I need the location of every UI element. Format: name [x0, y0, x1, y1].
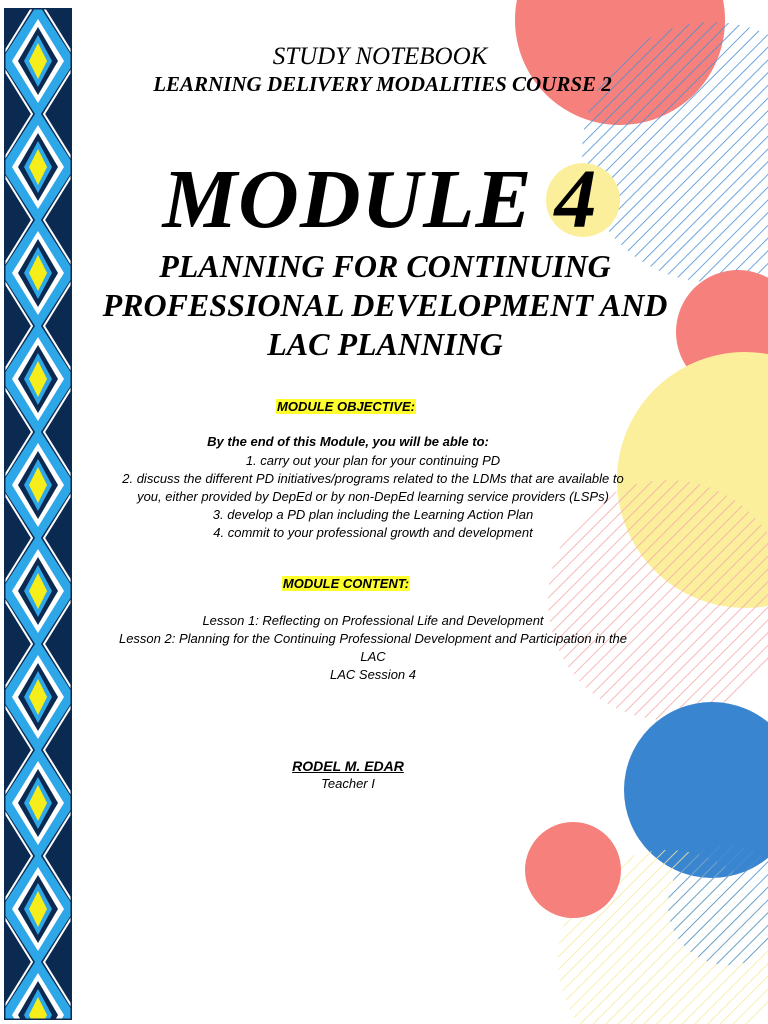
module-subtitle	[58, 247, 712, 364]
lesson-item: Lesson 2: Planning for the Continuing Professional Development and Participation in the	[118, 631, 628, 646]
content-label-wrap	[160, 575, 532, 593]
subtitle-line: LAC PLANNING	[267, 326, 503, 362]
author-role: Teacher I	[321, 776, 375, 791]
lesson-item: Lesson 1: Reflecting on Professional Life and Development	[202, 613, 544, 628]
objective-intro: By the end of this Module, you will be able to:	[207, 434, 489, 449]
series-title: STUDY NOTEBOOK	[272, 43, 488, 70]
module-title: MODULE 4	[162, 153, 598, 246]
objective-item: 4. commit to your professional growth and development	[213, 525, 533, 540]
objective-item: 1. carry out your plan for your continuing PD	[245, 453, 501, 468]
objective-item: 2. discuss the different PD initiatives/programs related to the LDMs that are available to	[122, 471, 624, 486]
lesson-list	[90, 612, 656, 684]
lesson-item: LAC Session 4	[330, 667, 416, 682]
subtitle-line: PLANNING FOR CONTINUING	[159, 248, 611, 284]
subtitle-line: PROFESSIONAL DEVELOPMENT AND	[102, 287, 668, 323]
objective-item: 3. develop a PD plan including the Learning Action Plan	[212, 507, 534, 522]
objective-list	[90, 452, 656, 542]
lesson-item: LAC	[360, 649, 386, 664]
course-title: LEARNING DELIVERY MODALITIES COURSE 2	[153, 72, 612, 96]
content-label: MODULE CONTENT:	[282, 576, 410, 591]
objective-label: MODULE OBJECTIVE:	[277, 399, 415, 414]
objective-item: you, either provided by DepEd or by non-DepEd learning service providers (LSPs)	[137, 489, 609, 504]
objective-label-wrap	[160, 398, 532, 416]
author-name: RODEL M. EDAR	[292, 758, 404, 774]
